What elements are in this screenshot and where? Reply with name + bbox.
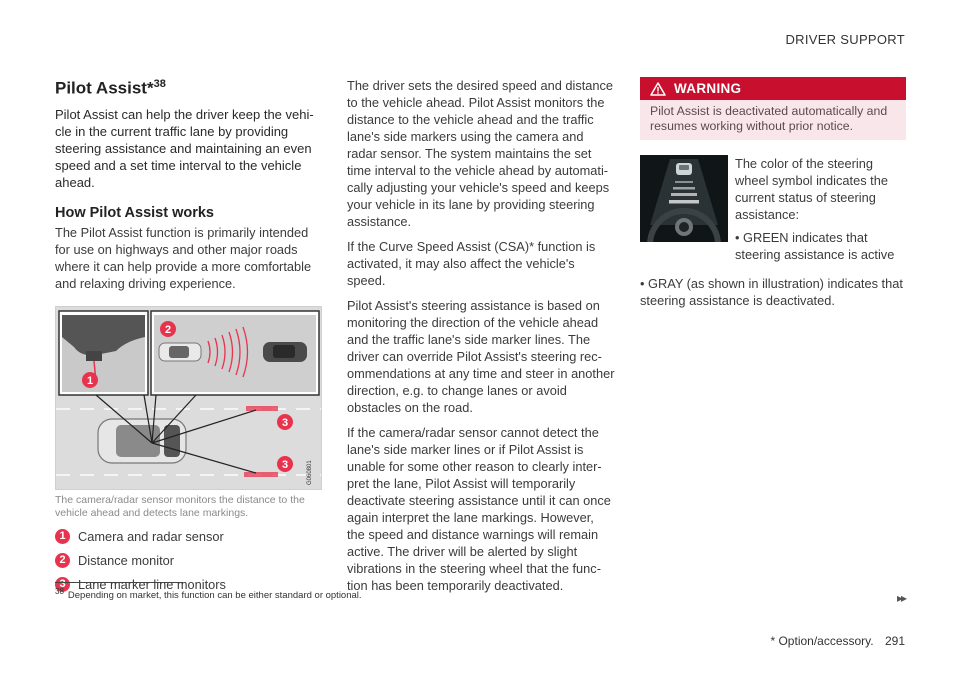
warning-triangle-icon: [650, 82, 666, 96]
host-car-inset: [159, 343, 201, 361]
steering-symbol-row: [640, 155, 906, 269]
steering-wheel-illustration: [640, 155, 728, 242]
lead-car-inset: [263, 342, 307, 362]
footnote-text: Depending on market, this function can be either standard or optional.: [67, 590, 362, 602]
paragraph: If the Curve Speed Assist (CSA)* function is activated, it may also affect the vehicle's speed.: [347, 239, 596, 288]
host-car-main: [98, 419, 186, 463]
legend-label: Lane marker line monitors: [78, 576, 226, 592]
warning-title: WARNING: [674, 81, 742, 96]
column-middle: [347, 77, 615, 602]
footnote-ref[interactable]: 38: [153, 78, 166, 90]
green-state-item: • GREEN indicates that steering assistance is active: [735, 230, 895, 262]
color-intro: The color of the steering wheel symbol indicates the current status of steering assistance:: [735, 156, 888, 222]
callout-3a-label: 3: [281, 416, 289, 429]
intro-paragraph: The Pilot Assist function is primarily intended for use on highways and other major roads where it can help provide a more comfortable and relaxing driving experience.: [55, 224, 312, 291]
footnote: [55, 587, 362, 601]
callout-3b-label: 3: [281, 458, 289, 471]
next-page-arrows-icon[interactable]: ▸▸: [896, 591, 905, 605]
callout-1-label: 1: [86, 374, 94, 387]
pilot-assist-illustration: [55, 306, 322, 490]
lead-vehicle-icon: [676, 163, 692, 175]
footnote-divider: [55, 582, 183, 583]
legend-number-1: 1: [55, 529, 70, 544]
page-title: Pilot Assist*$^{38}$: [55, 78, 166, 98]
paragraph: If the camera/radar sensor cannot detect the lane's side marker lines or if Pilot Assist is unable for some other reason to clearly inter-pret the lane, Pilot Assist will temporarily deactivate steering assistance until it can once again interpret the lane markings. However, the speed and distance warnings will remain active. The driver will be alerted by slight vibrations in the steering wheel that the func-tion has been temporarily deactivated.: [347, 425, 611, 593]
figure-caption: The camera/radar sensor monitors the distance to the vehicle ahead and detects lane markings.: [55, 493, 305, 519]
footnote-number: 38: [55, 587, 64, 596]
gray-state-item: • GRAY (as shown in illustration) indicates that steering assistance is deactivated.: [640, 276, 903, 308]
paragraph: Pilot Assist's steering assistance is based on monitoring the direction of the vehicle ahead and the traffic lane's side marker lines. The driver can override Pilot Assist's steering rec-ommendations at any time and steer in another direction, e.g. to change lanes or avoid obstacles on the road.: [347, 298, 615, 415]
page-number: 291: [884, 634, 905, 648]
page-footer: [770, 634, 905, 648]
legend-label: Camera and radar sensor: [78, 528, 224, 544]
warning-header: [640, 77, 906, 100]
warning-text: Pilot Assist is deactivated automatically and resumes working without prior notice.: [640, 100, 906, 140]
lane-marker-highlight-top: [246, 406, 278, 411]
option-note: * Option/accessory.: [770, 634, 874, 648]
steering-symbol-text: [735, 155, 906, 269]
legend-number-2: 2: [55, 553, 70, 568]
legend-item-distance: [55, 553, 322, 568]
paragraph: The driver sets the desired speed and distance to the vehicle ahead. Pilot Assist monitors the distance to the vehicle ahead and the traffic lane's side markers using the camera and radar sensor. The system maintains the set time interval to the vehicle ahead by automati-cally adjusting your vehicle's speed and keeps your vehicle in its lane by providing steering assistance.: [347, 78, 614, 229]
column-left: [55, 74, 322, 592]
section-subheading: How Pilot Assist works: [55, 204, 214, 221]
callout-2-label: 2: [164, 323, 172, 336]
camera-sensor: [86, 351, 102, 361]
lane-marker-highlight-bottom: [244, 472, 278, 477]
section-header: DRIVER SUPPORT: [785, 32, 905, 47]
figure-code: G060801: [307, 459, 313, 485]
legend-label: Distance monitor: [78, 552, 175, 568]
legend-item-camera: [55, 529, 322, 544]
column-right: [640, 77, 906, 309]
legend-number-3: 3: [55, 577, 70, 592]
lead-paragraph: Pilot Assist can help the driver keep the vehi-cle in the current traffic lane by providing steering assistance and maintaining an even speed and a set time interval to the vehicle ahead.: [55, 106, 314, 190]
